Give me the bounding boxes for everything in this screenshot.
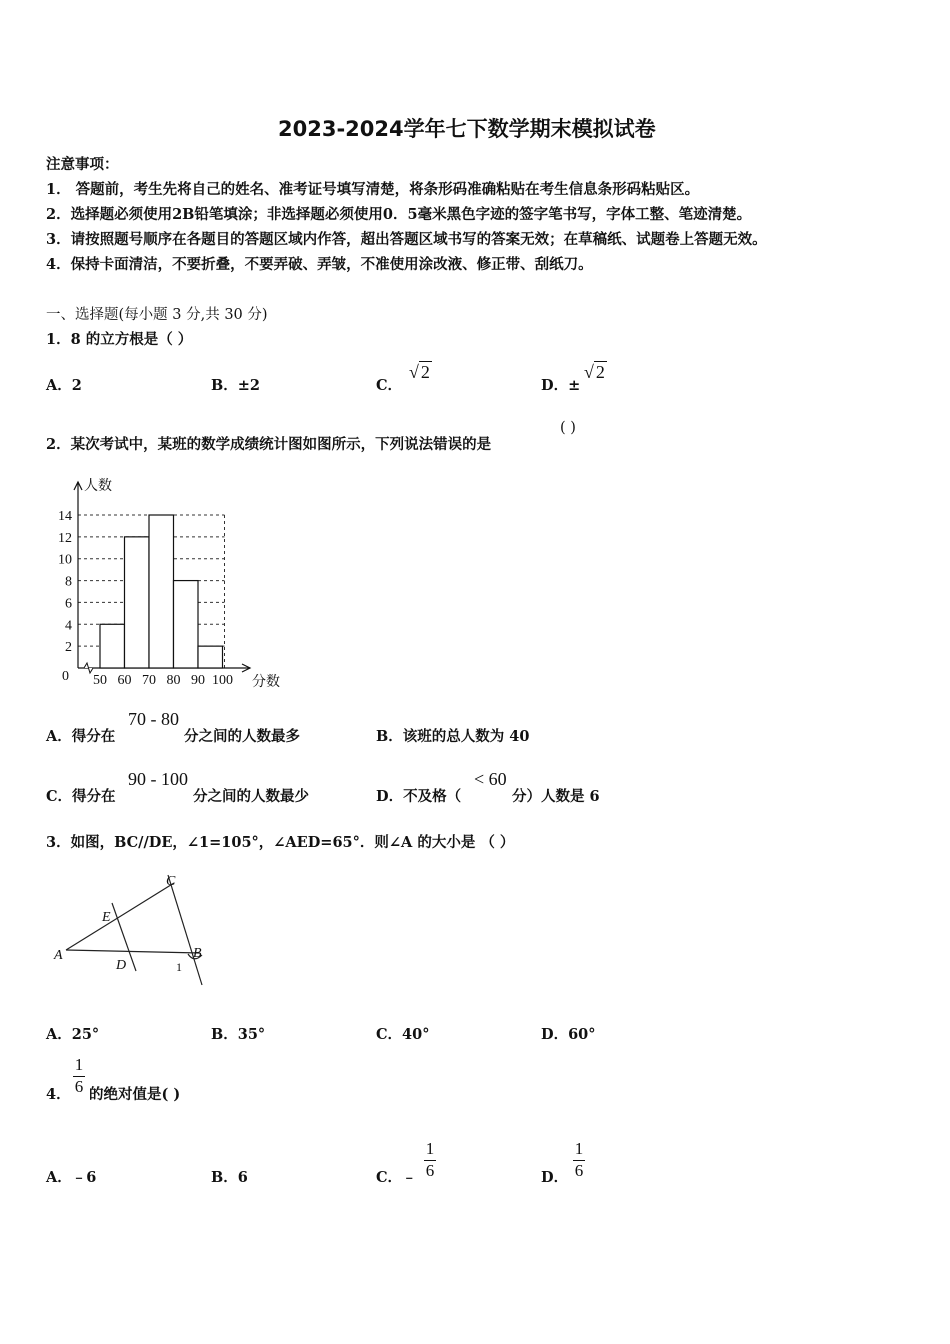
line-AB xyxy=(66,950,200,953)
label-point-d: D xyxy=(116,958,127,973)
y-tick-label-14: 14 xyxy=(58,509,72,524)
notice-heading: 注意事项： xyxy=(46,156,119,173)
q2-option-a[interactable] xyxy=(46,725,115,746)
q3-stem: 3．如图，BC//DE，∠1=105°，∠AED=65°．则∠A 的大小是 （ ） xyxy=(46,834,515,851)
section-heading: 一、选择题(每小题 3 分,共 30 分) xyxy=(46,307,268,323)
q4-option-c-num: 1 xyxy=(425,1139,435,1158)
q4-fraction-num: 1 xyxy=(74,1055,84,1074)
q3-geometry-figure xyxy=(48,865,218,995)
y-tick-label-8: 8 xyxy=(65,574,72,590)
x-tick-label-80: 80 xyxy=(166,673,181,688)
y-tick-label-12: 12 xyxy=(58,530,72,546)
q3-option-c[interactable]: C．40° xyxy=(376,1026,430,1043)
notice-item-2: 2．选择题必须使用2B铅笔填涂；非选择题必须使用0．5毫米黑色字迹的签字笔书写，字体工整、笔迹清楚。 xyxy=(46,206,752,223)
q4-fraction xyxy=(73,1056,85,1096)
q1-option-d[interactable]: D．± xyxy=(541,377,581,394)
label-point-c: C xyxy=(166,874,176,889)
q2-bar-chart xyxy=(40,470,300,700)
x-tick-label-60: 60 xyxy=(117,673,132,688)
y-tick-label-4: 4 xyxy=(65,618,72,634)
q2-option-d-suffix: 分）人数是 6 xyxy=(512,788,600,805)
q2-stem: 2．某次考试中，某班的数学成绩统计图如图所示，下列说法错误的是 xyxy=(46,436,492,453)
q4-fraction-den: 6 xyxy=(74,1076,84,1096)
origin-label: 0 xyxy=(62,669,69,684)
q2-option-c-suffix: 分之间的人数最少 xyxy=(193,788,309,805)
notice-item-1: 1． 答题前，考生先将自己的姓名、准考证号填写清楚，将条形码准确粘贴在考生信息条形码粘贴区。 xyxy=(46,181,700,198)
x-tick-label-70: 70 xyxy=(142,673,156,688)
x-tick-label-90: 90 xyxy=(191,673,205,688)
q4-option-d[interactable]: D． xyxy=(541,1169,569,1186)
label-point-b: B xyxy=(193,946,202,961)
q3-option-d[interactable]: D．60° xyxy=(541,1026,596,1043)
line-AC xyxy=(66,883,174,950)
q4-number: 4． xyxy=(46,1086,71,1103)
label-point-e: E xyxy=(102,910,111,925)
q4-option-b[interactable]: B．6 xyxy=(211,1169,248,1186)
q1-option-d-sqrt: √ 2 xyxy=(584,362,605,382)
q4-option-a[interactable]: A．﹣6 xyxy=(46,1169,97,1186)
q4-option-c-fraction xyxy=(424,1140,436,1180)
q4-option-c-den: 6 xyxy=(425,1160,435,1180)
q2-option-c-range: 90 - 100 xyxy=(128,769,188,789)
x-axis-label: 分数 xyxy=(252,674,280,690)
q1-option-b[interactable]: B．±2 xyxy=(211,377,260,394)
q2-option-d-range: < 60 xyxy=(474,769,507,789)
y-tick-label-2: 2 xyxy=(65,640,72,656)
x-tick-label-100: 100 xyxy=(212,673,233,688)
notice-item-3: 3．请按照题号顺序在各题目的答题区域内作答，超出答题区域书写的答案无效；在草稿纸、试题卷上答题无效。 xyxy=(46,231,767,248)
q3-option-b[interactable]: B．35° xyxy=(211,1026,266,1043)
line-CB-extended xyxy=(168,875,202,985)
q4-option-d-fraction xyxy=(573,1140,585,1180)
q4-stem-suffix: 的绝对值是( ) xyxy=(89,1086,181,1103)
bar-90-100 xyxy=(198,646,223,668)
q2-option-a-prefix: A．得分在 xyxy=(46,728,116,745)
q2-option-a-range: 70 - 80 xyxy=(128,709,179,729)
y-tick-label-10: 10 xyxy=(58,552,72,568)
bar-60-70 xyxy=(125,537,150,668)
page-title: 2023-2024学年七下数学期末模拟试卷 xyxy=(278,117,656,141)
y-tick-label-6: 6 xyxy=(65,596,72,612)
q4-option-d-num: 1 xyxy=(574,1139,584,1158)
notice-item-4: 4．保持卡面清洁，不要折叠，不要弄破、弄皱，不准使用涂改液、修正带、刮纸刀。 xyxy=(46,256,593,273)
q2-option-d[interactable]: D．不及格（ xyxy=(376,788,462,805)
q1-option-c[interactable]: C． xyxy=(376,377,403,394)
label-point-a: A xyxy=(54,948,63,963)
bar-50-60 xyxy=(100,624,125,668)
bar-80-90 xyxy=(174,581,199,668)
q4-option-d-den: 6 xyxy=(574,1160,584,1180)
label-angle-1: 1 xyxy=(176,960,182,974)
q2-option-c[interactable]: C．得分在 xyxy=(46,788,116,805)
q4-option-c[interactable]: C．﹣ xyxy=(376,1169,417,1186)
q1-option-a[interactable]: A．2 xyxy=(46,377,82,394)
y-axis-label: 人数 xyxy=(84,478,112,494)
q1-stem: 1．8 的立方根是（ ） xyxy=(46,331,193,348)
q3-option-a[interactable]: A．25° xyxy=(46,1026,100,1043)
x-tick-label-50: 50 xyxy=(93,673,107,688)
q2-option-b[interactable]: B．该班的总人数为 40 xyxy=(376,728,530,745)
q2-answer-paren: ( ) xyxy=(560,420,576,436)
x-axis-break xyxy=(84,663,93,673)
q2-option-a-suffix: 分之间的人数最多 xyxy=(184,728,300,745)
bar-70-80 xyxy=(149,515,174,668)
q1-option-c-sqrt: √ 2 xyxy=(409,362,430,382)
